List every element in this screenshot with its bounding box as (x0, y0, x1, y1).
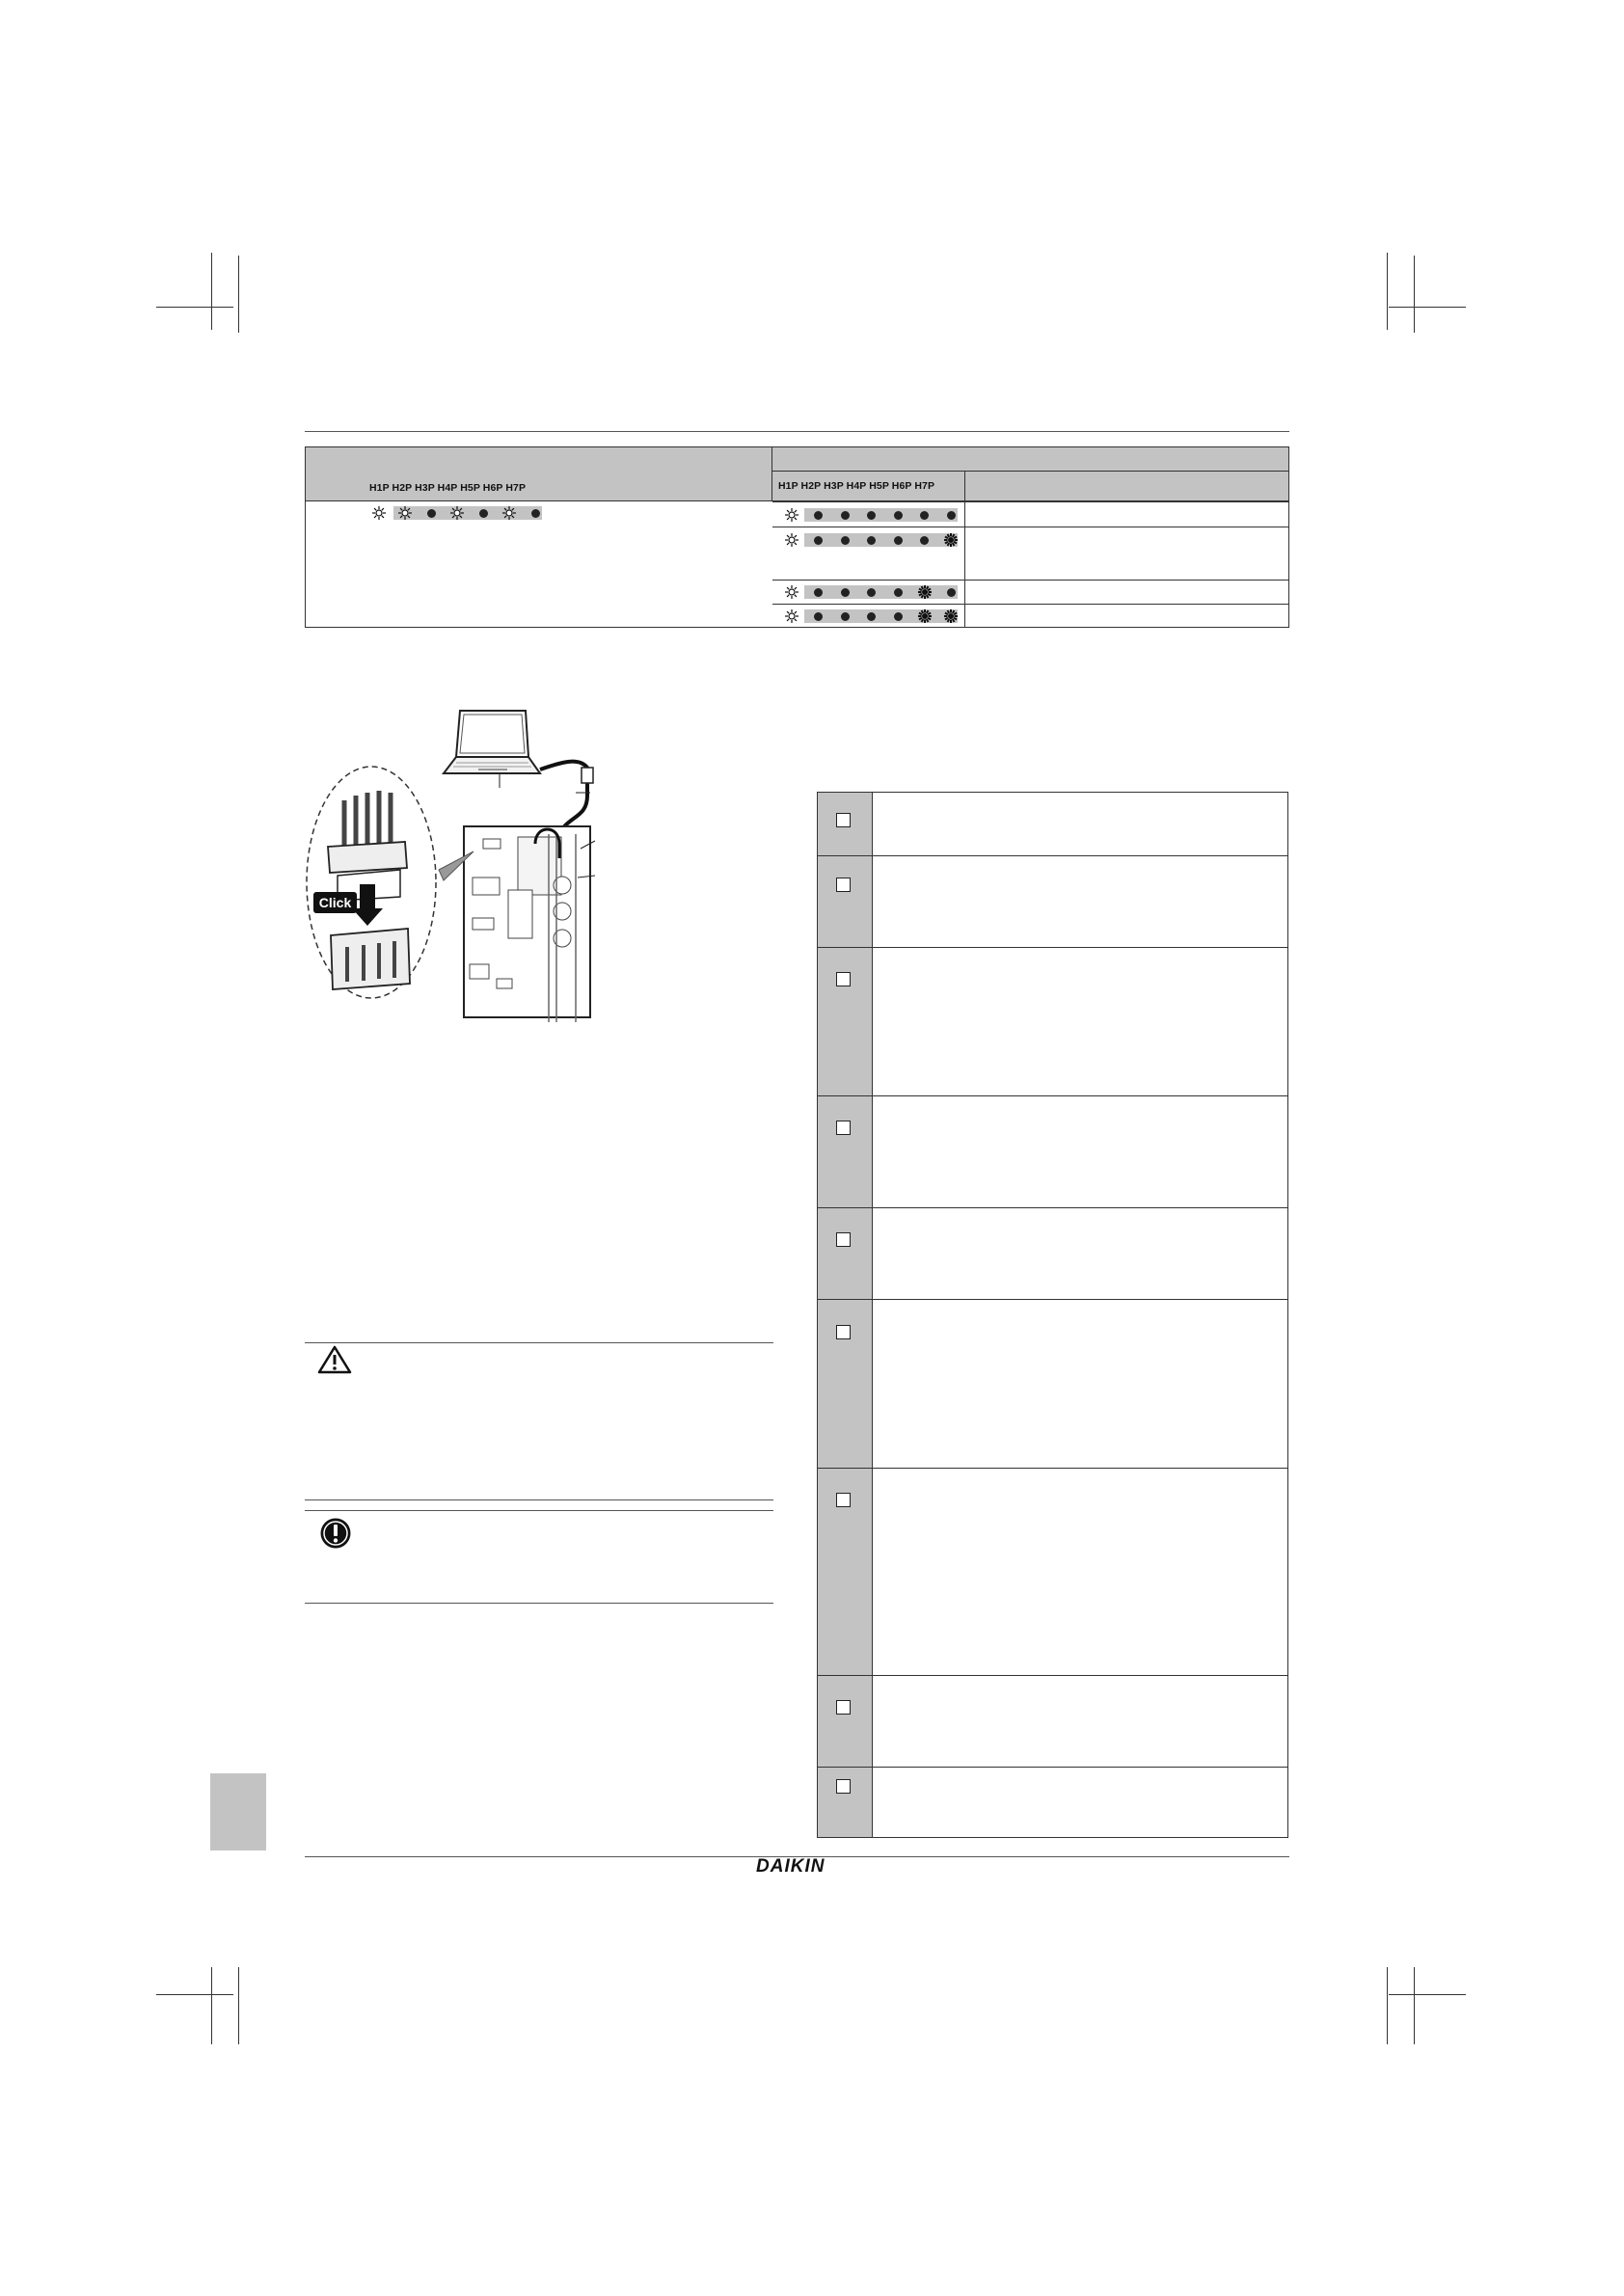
led-off (838, 609, 852, 623)
led-column-labels: H1P H2P H3P H4P H5P H6P H7P (778, 480, 935, 492)
checklist-checkbox[interactable] (836, 1700, 851, 1715)
led-off (865, 533, 879, 547)
led-flashing (944, 609, 958, 623)
checklist-row-rule (818, 1095, 1287, 1096)
led-off (944, 585, 958, 599)
led-row (772, 580, 1288, 604)
led-pattern-strip (376, 506, 529, 520)
checklist-checkbox[interactable] (836, 1493, 851, 1507)
led-off (812, 585, 826, 599)
led-blinking (398, 506, 412, 520)
crop-mark (156, 1994, 233, 1995)
led-blinking (502, 506, 516, 520)
led-off (838, 585, 852, 599)
led-off (891, 508, 905, 522)
crop-mark (1389, 1994, 1466, 1995)
led-status-table (305, 446, 1289, 628)
crop-mark (1387, 1967, 1388, 2044)
led-off (918, 508, 932, 522)
led-off (528, 506, 542, 520)
checklist-checkbox[interactable] (836, 1232, 851, 1247)
checklist-row-rule (818, 1299, 1287, 1300)
crop-mark (156, 307, 233, 308)
installation-checklist (817, 792, 1288, 1838)
led-row (772, 604, 1288, 627)
led-table-header-left (306, 447, 772, 500)
led-off (838, 533, 852, 547)
checklist-row-rule (818, 1468, 1287, 1469)
caution-top-rule (305, 1342, 773, 1343)
led-pattern-strip (804, 609, 956, 623)
checklist-row-rule (818, 1767, 1287, 1768)
led-blinking (785, 508, 798, 522)
crop-mark (211, 1967, 212, 2044)
led-flashing (944, 533, 958, 547)
led-table-subheader-description (965, 472, 1288, 500)
crop-mark (1387, 253, 1388, 330)
caution-bottom-rule (305, 1499, 773, 1500)
daikin-logo: DAIKIN (756, 1856, 826, 1877)
notice-top-rule (305, 1510, 773, 1511)
led-table-header-right (772, 447, 1288, 472)
checklist-checkbox[interactable] (836, 878, 851, 892)
led-off (812, 609, 826, 623)
led-blinking (450, 506, 464, 520)
led-off (891, 609, 905, 623)
crop-mark (1389, 307, 1466, 308)
led-off (865, 508, 879, 522)
checklist-checkbox[interactable] (836, 1325, 851, 1339)
led-row (772, 527, 1288, 580)
led-blinking (372, 506, 386, 520)
click-label: Click (318, 895, 352, 910)
checklist-checkbox[interactable] (836, 1779, 851, 1794)
checklist-checkbox[interactable] (836, 1121, 851, 1135)
connector-icon (307, 767, 436, 998)
exclamation-circle-icon (319, 1517, 352, 1550)
led-off (838, 508, 852, 522)
service-connection-figure (304, 704, 603, 1022)
led-off (424, 506, 438, 520)
led-off (812, 533, 826, 547)
checklist-row-rule (818, 1675, 1287, 1676)
led-pattern-strip (804, 585, 956, 599)
crop-mark (1414, 1967, 1415, 2044)
checklist-checkbox[interactable] (836, 813, 851, 827)
header-rule (305, 431, 1289, 432)
led-flashing (918, 609, 932, 623)
crop-mark (238, 256, 239, 333)
led-column-labels: H1P H2P H3P H4P H5P H6P H7P (369, 482, 527, 494)
led-off (476, 506, 490, 520)
led-off (812, 508, 826, 522)
led-off (891, 585, 905, 599)
led-off (918, 533, 932, 547)
led-pattern-strip (804, 533, 956, 547)
led-flashing (918, 585, 932, 599)
led-off (865, 585, 879, 599)
led-pattern-strip (804, 508, 956, 522)
led-off (891, 533, 905, 547)
led-blinking (785, 609, 798, 623)
crop-mark (238, 1967, 239, 2044)
checklist-row-rule (818, 1207, 1287, 1208)
led-row (772, 501, 1288, 527)
checklist-gray-column (818, 793, 873, 1837)
led-off (944, 508, 958, 522)
crop-mark (1414, 256, 1415, 333)
pcb-board-icon (464, 826, 595, 1022)
led-table-subheader-leds (772, 472, 965, 500)
warning-triangle-icon (316, 1344, 353, 1375)
checklist-row-rule (818, 947, 1287, 948)
notice-bottom-rule (305, 1603, 773, 1604)
led-off (865, 609, 879, 623)
checklist-checkbox[interactable] (836, 972, 851, 986)
checklist-row-rule (818, 855, 1287, 856)
led-blinking (785, 585, 798, 599)
crop-mark (211, 253, 212, 330)
chapter-side-tab (210, 1773, 266, 1850)
laptop-icon (444, 711, 540, 788)
led-blinking (785, 533, 798, 547)
